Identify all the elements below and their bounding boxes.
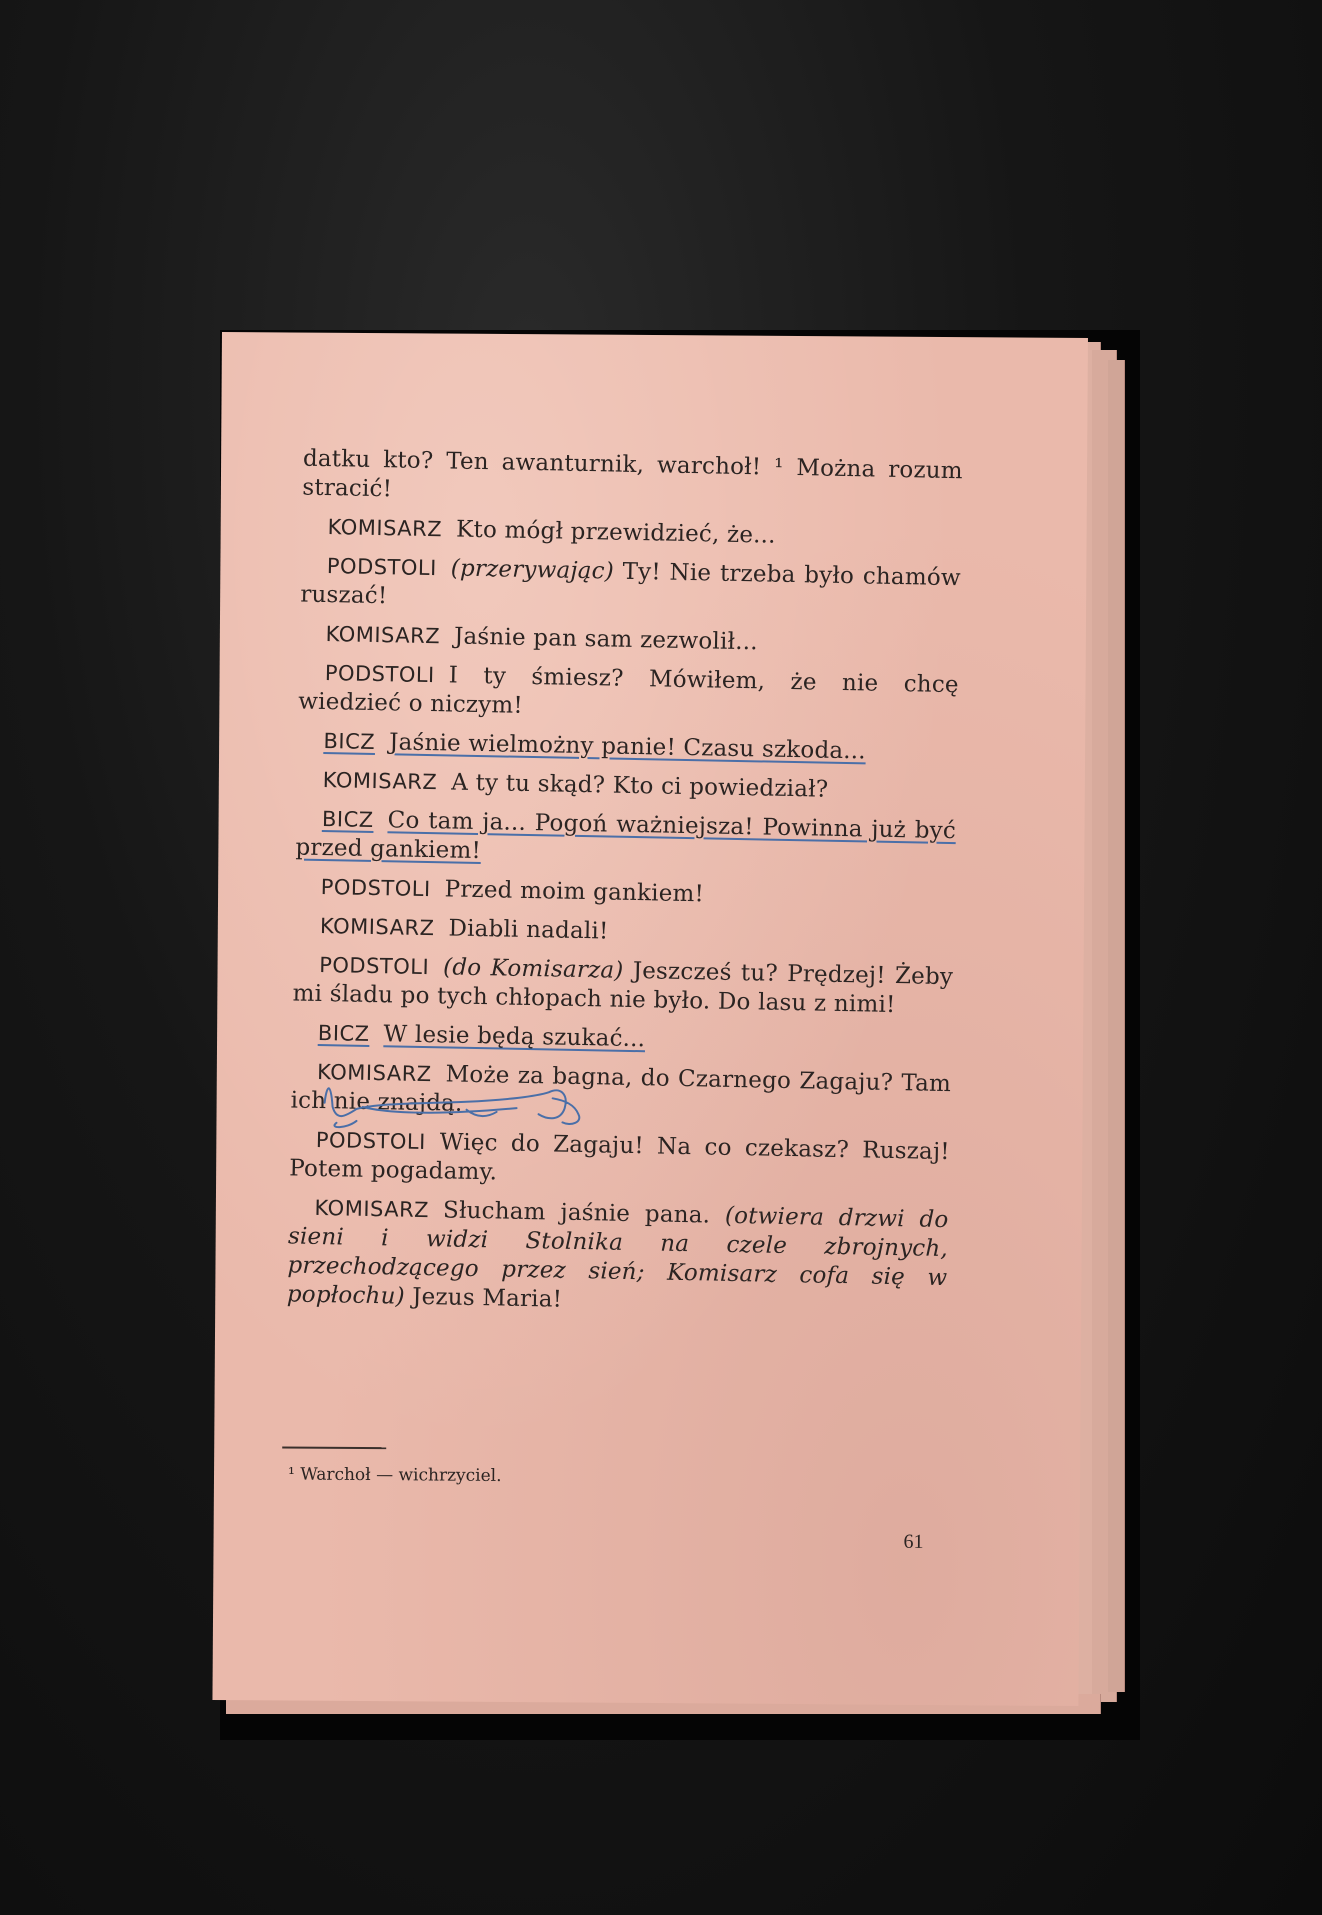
dialogue-line	[299, 620, 959, 662]
dialogue-line	[295, 805, 956, 876]
book-page	[212, 332, 1088, 1706]
page-stack-edge	[1108, 360, 1125, 1692]
dialogue-line	[297, 727, 957, 769]
spoken-text: Może za bagna, do Czarnego Zagaju? Tam ich nie znajdą.	[290, 1061, 952, 1117]
stage-direction: (otwiera drzwi do sieni i widzi Stolnika na czele zbrojnych, przechodzącego przez sień; Komisarz cofa się w popłochu)	[286, 1202, 949, 1310]
spoken-text: Więc do Zagaju! Na co czekasz? Ruszaj! Potem pogadamy.	[289, 1129, 951, 1186]
spoken-text: Kto mógł przewidzieć, że...	[455, 516, 776, 549]
spoken-text: I ty śmiesz? Mówiłem, że nie chcę wiedzieć o niczym!	[298, 662, 959, 719]
speaker-name: KOMISARZ	[316, 1059, 432, 1087]
footnote: ¹ Warchoł — wichrzyciel.	[287, 1464, 502, 1486]
dialogue-line	[298, 659, 959, 730]
page-number: 61	[903, 1530, 924, 1553]
dialogue-line	[292, 950, 953, 1021]
dialogue-line	[292, 1018, 952, 1060]
stage-direction: (przerywając)	[450, 555, 615, 585]
dialogue-line	[294, 872, 954, 914]
speaker-name: BICZ	[317, 1020, 370, 1046]
speaker-name: PODSTOLI	[315, 1127, 427, 1155]
spoken-text: Jeszcześ tu? Prędzej! Żeby mi śladu po tych chłopach nie było. Do lasu z nimi!	[292, 957, 954, 1019]
dialogue-line	[302, 445, 963, 516]
speaker-name: KOMISARZ	[322, 768, 438, 795]
dialogue-line	[301, 513, 961, 555]
speaker-name: BICZ	[321, 807, 374, 832]
speaker-name: KOMISARZ	[319, 913, 435, 941]
spoken-text: Jaśnie wielmożny panie! Czasu szkoda...	[388, 729, 867, 765]
speaker-name: PODSTOLI	[318, 952, 430, 980]
spoken-text: A ty tu skąd? Kto ci powiedział?	[451, 769, 829, 803]
dialogue-line	[294, 911, 954, 953]
pen-scribble	[316, 1073, 616, 1135]
speaker-name: BICZ	[323, 729, 376, 755]
speaker-name: KOMISARZ	[325, 622, 441, 649]
speaker-name: PODSTOLI	[326, 554, 438, 581]
spoken-text: Jaśnie pan sam zezwolił...	[453, 623, 759, 656]
spoken-text: Ty! Nie trzeba było chamów ruszać!	[300, 558, 962, 610]
spoken-text: Diabli nadali!	[448, 915, 609, 945]
spoken-text: Co tam ja... Pogoń ważniejsza! Powinna już być przed gankiem!	[295, 807, 957, 865]
footnote-rule	[282, 1446, 386, 1449]
dialogue-line	[287, 1193, 949, 1322]
dialogue-line	[289, 1125, 950, 1196]
dialogue-line	[296, 766, 956, 808]
stage-direction: (do Komisarza)	[442, 954, 624, 984]
speaker-name: KOMISARZ	[314, 1195, 430, 1223]
dialogue-line	[300, 552, 961, 623]
speaker-name: KOMISARZ	[327, 515, 443, 542]
spoken-text: datku kto? Ten awanturnik, warchoł! ¹ Można rozum stracić!	[302, 445, 964, 503]
spoken-text: Słucham jaśnie pana.	[442, 1197, 726, 1229]
spoken-text: W lesie będą szukać...	[383, 1021, 646, 1053]
speaker-name: PODSTOLI	[320, 874, 431, 902]
spoken-text: Przed moim gankiem!	[444, 876, 705, 908]
speaker-name: PODSTOLI	[324, 661, 435, 688]
spoken-text: Jezus Maria!	[404, 1283, 563, 1313]
dialogue-text	[286, 445, 963, 1333]
